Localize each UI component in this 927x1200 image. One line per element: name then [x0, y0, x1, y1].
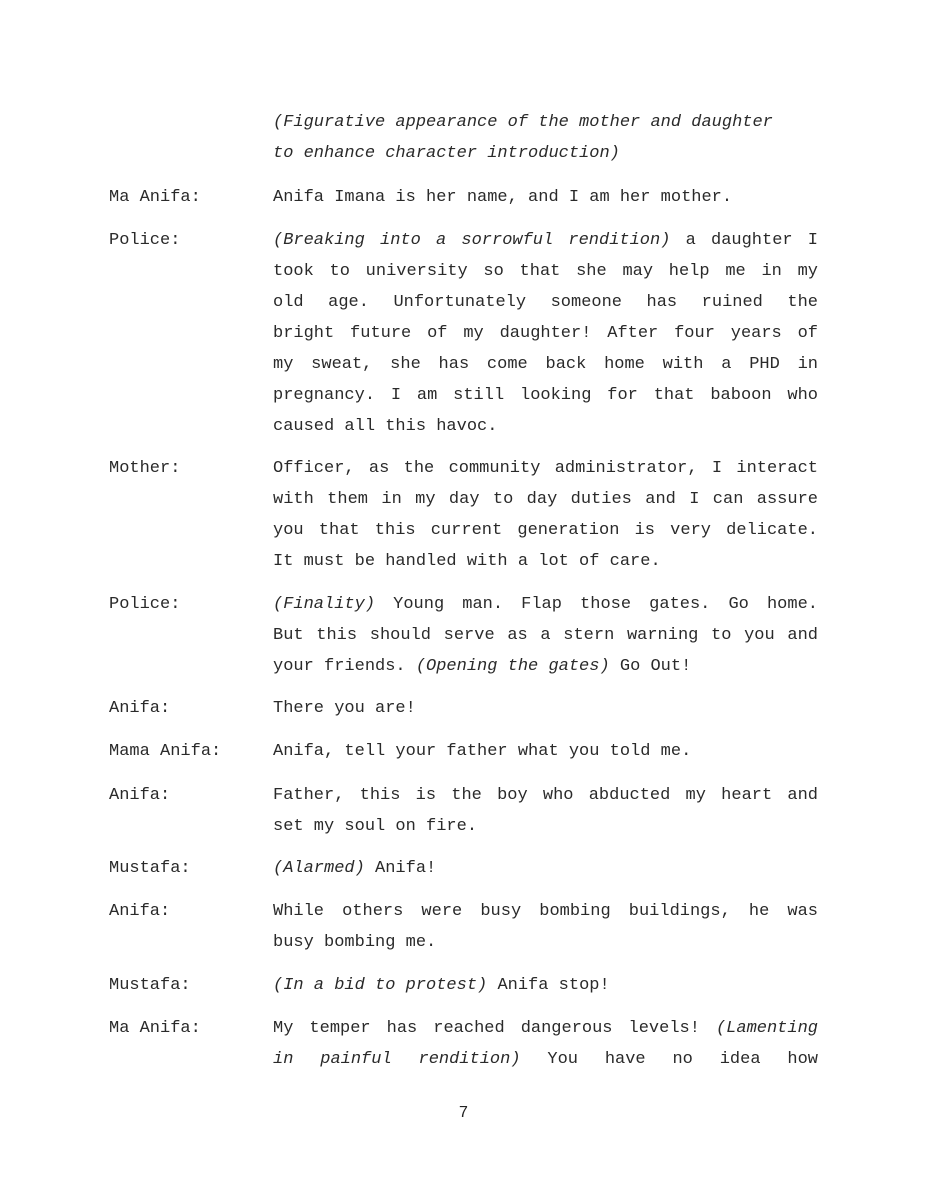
speech-text	[273, 1013, 818, 1075]
dialogue-text: your friends.	[273, 657, 416, 676]
speech-line	[273, 318, 818, 349]
speech-line	[273, 256, 818, 287]
speech-line	[273, 453, 818, 484]
speech-text	[273, 693, 818, 724]
speaker-name: Police:	[109, 231, 181, 250]
speech-line	[273, 1013, 818, 1044]
dialogue-text: busy bombing me.	[273, 933, 437, 952]
speaker-name: Mustafa:	[109, 859, 191, 878]
dialogue-text: It must be handled with a lot of care.	[273, 552, 661, 571]
stage-direction-text: (Breaking into a sorrowful rendition)	[273, 231, 671, 250]
speech-line	[273, 693, 818, 724]
speech-line	[273, 380, 818, 411]
dialogue-text: my sweat, she has come back home with a PHD in	[273, 355, 818, 374]
dialogue-text: While others were busy bombing buildings, he was	[273, 902, 818, 921]
speech-text	[273, 853, 818, 884]
speech-line	[273, 896, 818, 927]
dialogue-text: Officer, as the community administrator, I interact	[273, 459, 818, 478]
speaker-name: Mother:	[109, 459, 181, 478]
dialogue-text: You have no idea how	[520, 1050, 818, 1069]
dialogue-text: set my soul on fire.	[273, 817, 478, 836]
dialogue-text: with them in my day to day duties and I can assure	[273, 490, 818, 509]
dialogue-text: Anifa!	[364, 859, 437, 878]
stage-direction-text: in painful rendition)	[273, 1050, 521, 1069]
dialogue-text: Anifa stop!	[487, 976, 610, 995]
speech-line	[273, 411, 818, 442]
speech-line	[273, 225, 818, 256]
stage-direction-text: (In a bid to protest)	[273, 976, 488, 995]
speech-line	[273, 1044, 818, 1075]
speech-line	[273, 620, 818, 651]
speech-text	[273, 182, 818, 213]
speech-line	[273, 349, 818, 380]
speech-line	[273, 287, 818, 318]
speech-line	[273, 970, 818, 1001]
dialogue-text: you that this current generation is very delicate.	[273, 521, 818, 540]
speech-line	[273, 927, 818, 958]
dialogue-text: old age. Unfortunately someone has ruined the	[273, 293, 818, 312]
speech-line	[273, 780, 818, 811]
speech-line	[273, 651, 818, 682]
dialogue-text: bright future of my daughter! After four years of	[273, 324, 818, 343]
page-number: 7	[459, 1104, 468, 1121]
speaker-name: Anifa:	[109, 786, 171, 805]
speech-text	[273, 453, 818, 577]
dialogue-text: Young man. Flap those gates. Go home.	[375, 595, 818, 614]
speech-line	[273, 515, 818, 546]
stage-direction-text: (Lamenting	[715, 1019, 818, 1038]
speech-line	[273, 484, 818, 515]
dialogue-text: took to university so that she may help me in my	[273, 262, 818, 281]
speaker-name: Police:	[109, 595, 181, 614]
speech-line	[273, 546, 818, 577]
speech-text	[273, 589, 818, 682]
dialogue-text: Anifa, tell your father what you told me.	[273, 742, 692, 761]
speech-line	[273, 736, 818, 767]
stage-direction-line: (Figurative appearance of the mother and daughter	[273, 113, 773, 132]
speech-text	[273, 896, 818, 958]
speaker-name: Mama Anifa:	[109, 742, 222, 761]
speech-line	[273, 811, 818, 842]
speaker-name: Mustafa:	[109, 976, 191, 995]
dialogue-text: a daughter I	[670, 231, 819, 250]
stage-direction-text: (Alarmed)	[273, 859, 365, 878]
dialogue-text: There you are!	[273, 699, 416, 718]
speech-text	[273, 736, 818, 767]
dialogue-text: caused all this havoc.	[273, 417, 498, 436]
stage-direction-line: to enhance character introduction)	[273, 144, 620, 163]
speaker-name: Anifa:	[109, 902, 171, 921]
dialogue-text: Anifa Imana is her name, and I am her mother.	[273, 188, 733, 207]
dialogue-text: Father, this is the boy who abducted my heart and	[273, 786, 818, 805]
speech-text	[273, 780, 818, 842]
speaker-name: Ma Anifa:	[109, 188, 201, 207]
speech-line	[273, 853, 818, 884]
dialogue-text: My temper has reached dangerous levels!	[273, 1019, 716, 1038]
speech-line	[273, 589, 818, 620]
speech-text	[273, 970, 818, 1001]
dialogue-text: But this should serve as a stern warning to you and	[273, 626, 818, 645]
dialogue-text: pregnancy. I am still looking for that baboon who	[273, 386, 818, 405]
dialogue-text: Go Out!	[609, 657, 692, 676]
stage-direction-text: (Opening the gates)	[415, 657, 610, 676]
stage-direction-text: (Finality)	[273, 595, 376, 614]
speech-line	[273, 182, 818, 213]
speaker-name: Anifa:	[109, 699, 171, 718]
speaker-name: Ma Anifa:	[109, 1019, 201, 1038]
speech-text	[273, 225, 818, 442]
